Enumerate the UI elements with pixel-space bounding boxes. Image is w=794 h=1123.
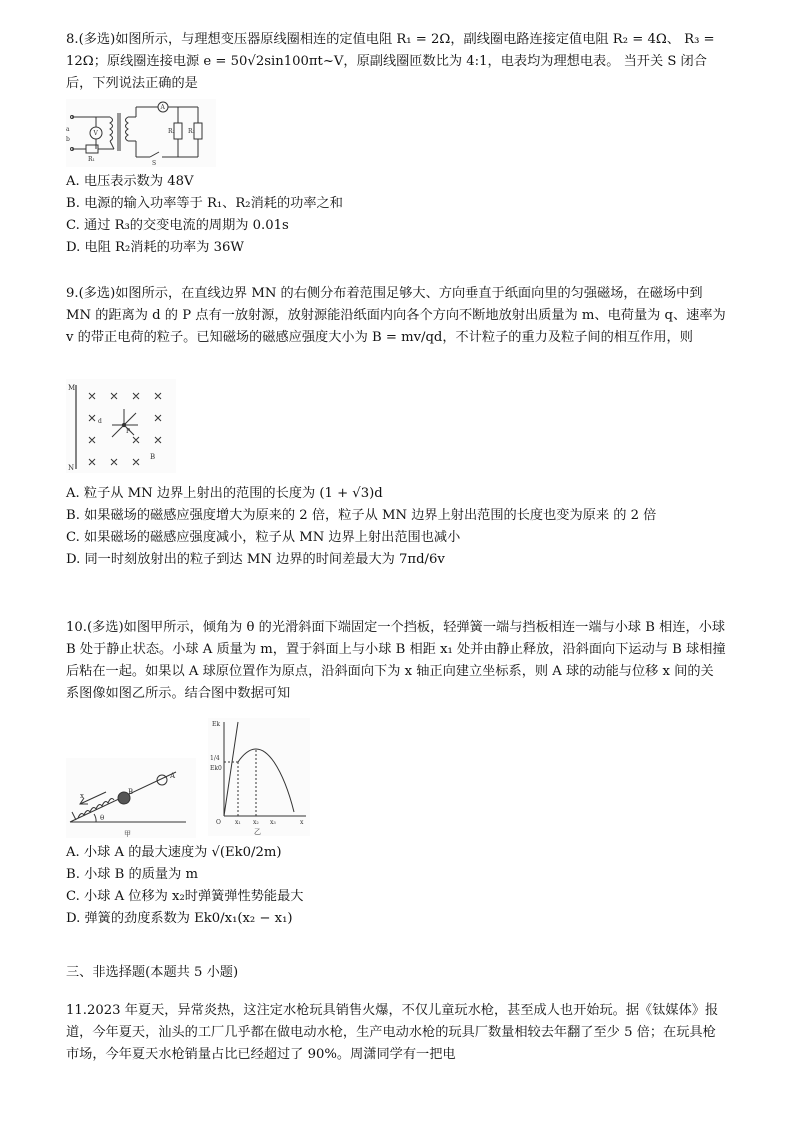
- question-10-stem: 10.(多选)如图甲所示，倾角为 θ 的光滑斜面下端固定一个挡板，轻弹簧一端与挡板相连一端与小球 B 相连，小球 B 处于静止状态。小球 A 质量为 m，置于斜面上与小球 B 相距 x₁ 处并由静止释放，沿斜面向下运动与 B 球相撞后粘在一起。如果以 A 球原位置作为原点，沿斜面向下为 x 轴正向建立坐标系，则 A 球的动能与位移 x 间的关系图像如图乙所示。结合图中数据可知: [66, 620, 726, 701]
- graph-quarter-label: 1/4: [210, 755, 220, 762]
- question-8: [66, 29, 726, 95]
- terminal-b-label: b: [66, 136, 70, 143]
- graph-ek0-label: Ek0: [210, 765, 222, 772]
- figure-jia-label: 甲: [124, 830, 131, 838]
- q10-option-a: A. 小球 A 的最大速度为 √(Ek0/2m): [66, 845, 282, 860]
- question-9-options: [66, 483, 726, 571]
- q8-option-c: C. 通过 R₃的交变电流的周期为 0.01s: [66, 218, 289, 233]
- switch-s-label: S: [152, 160, 157, 167]
- ball-a-label: A: [170, 772, 176, 780]
- terminal-a-label: a: [66, 126, 70, 133]
- section-3-title: 三、非选择题(本题共 5 小题): [66, 965, 239, 980]
- q9-option-d: D. 同一时刻放射出的粒子到达 MN 边界的时间差最大为 7πd/6v: [66, 552, 445, 567]
- r1-label: R₁: [88, 156, 95, 163]
- graph-x1-label: x₁: [235, 819, 241, 826]
- ek-x-graph-yi: [208, 718, 310, 836]
- q8-option-a: A. 电压表示数为 48V: [66, 174, 194, 189]
- question-10-options: [66, 842, 726, 930]
- question-11: [66, 1000, 726, 1066]
- theta-label: θ: [100, 814, 105, 822]
- question-11-stem: 11.2023 年夏天，异常炎热，这注定水枪玩具销售火爆，不仅儿童玩水枪，甚至成人也开始玩。据《钛媒体》报道，今年夏天，汕头的工厂几乎都在做电动水枪，生产电动水枪的玩具厂数量相较去年翻了至少 5 倍；在玩具枪市场，今年夏天水枪销量占比已经超过了 90%。周潇同学有一把电: [66, 1003, 719, 1062]
- q9-option-c: C. 如果磁场的磁感应强度减小，粒子从 MN 边界上射出范围也减小: [66, 530, 461, 545]
- q10-option-d: D. 弹簧的劲度系数为 Ek0/x₁(x₂ − x₁): [66, 911, 293, 926]
- q10-option-c: C. 小球 A 位移为 x₂时弹簧弹性势能最大: [66, 889, 304, 904]
- q10-option-b: B. 小球 B 的质量为 m: [66, 867, 198, 882]
- label-d: d: [98, 418, 102, 425]
- r2-label: R₂: [168, 128, 175, 135]
- graph-x-axis-label: x: [300, 819, 304, 826]
- q9-option-a: A. 粒子从 MN 边界上射出的范围的长度为 (1 + √3)d: [66, 486, 383, 501]
- section-3-heading: [66, 962, 726, 984]
- q8-option-b: B. 电源的输入功率等于 R₁、R₂消耗的功率之和: [66, 196, 343, 211]
- jia-x-label: x: [80, 792, 84, 800]
- question-9: [66, 283, 726, 349]
- graph-x3-label: x₃: [270, 819, 276, 826]
- label-n: N: [68, 464, 75, 472]
- question-10: [66, 617, 726, 705]
- figure-yi-label: 乙: [254, 828, 261, 836]
- voltmeter-label: V: [93, 130, 98, 137]
- transformer-circuit-figure: [66, 99, 216, 167]
- r3-label: R₃: [188, 128, 195, 135]
- label-b: B: [150, 453, 156, 461]
- incline-figure-jia: [66, 758, 196, 838]
- ball-b-label: B: [128, 788, 134, 796]
- graph-ek-axis-label: Ek: [212, 721, 221, 728]
- question-8-options: [66, 171, 726, 259]
- ammeter-label: A: [160, 104, 165, 111]
- graph-origin-label: O: [216, 819, 221, 826]
- q8-option-d: D. 电阻 R₂消耗的功率为 36W: [66, 240, 244, 255]
- graph-x2-label: x₂: [253, 819, 259, 826]
- magnetic-field-figure: [66, 379, 176, 473]
- q9-option-b: B. 如果磁场的磁感应强度增大为原来的 2 倍，粒子从 MN 边界上射出范围的长度也变为原来 的 2 倍: [66, 508, 657, 523]
- label-p: P: [126, 428, 131, 435]
- question-8-stem: 8.(多选)如图所示，与理想变压器原线圈相连的定值电阻 R₁ = 2Ω，副线圈电路连接定值电阻 R₂ = 4Ω、 R₃ = 12Ω；原线圈连接电源 e = 50√2sin100πt~V，原副线圈匝数比为 4:1，电表均为理想电表。 当开关 S 闭合后，下列说法正确的是: [66, 32, 715, 91]
- label-m: M: [68, 384, 76, 392]
- question-9-stem: 9.(多选)如图所示，在直线边界 MN 的右侧分布着范围足够大、方向垂直于纸面向里的匀强磁场，在磁场中到 MN 的距离为 d 的 P 点有一放射源，放射源能沿纸面内向各个方向不断地放射出质量为 m、电荷量为 q、速率为 v 的带正电荷的粒子。已知磁场的磁感应强度大小为 B = mv/qd，不计粒子的重力及粒子间的相互作用，则: [66, 286, 726, 345]
